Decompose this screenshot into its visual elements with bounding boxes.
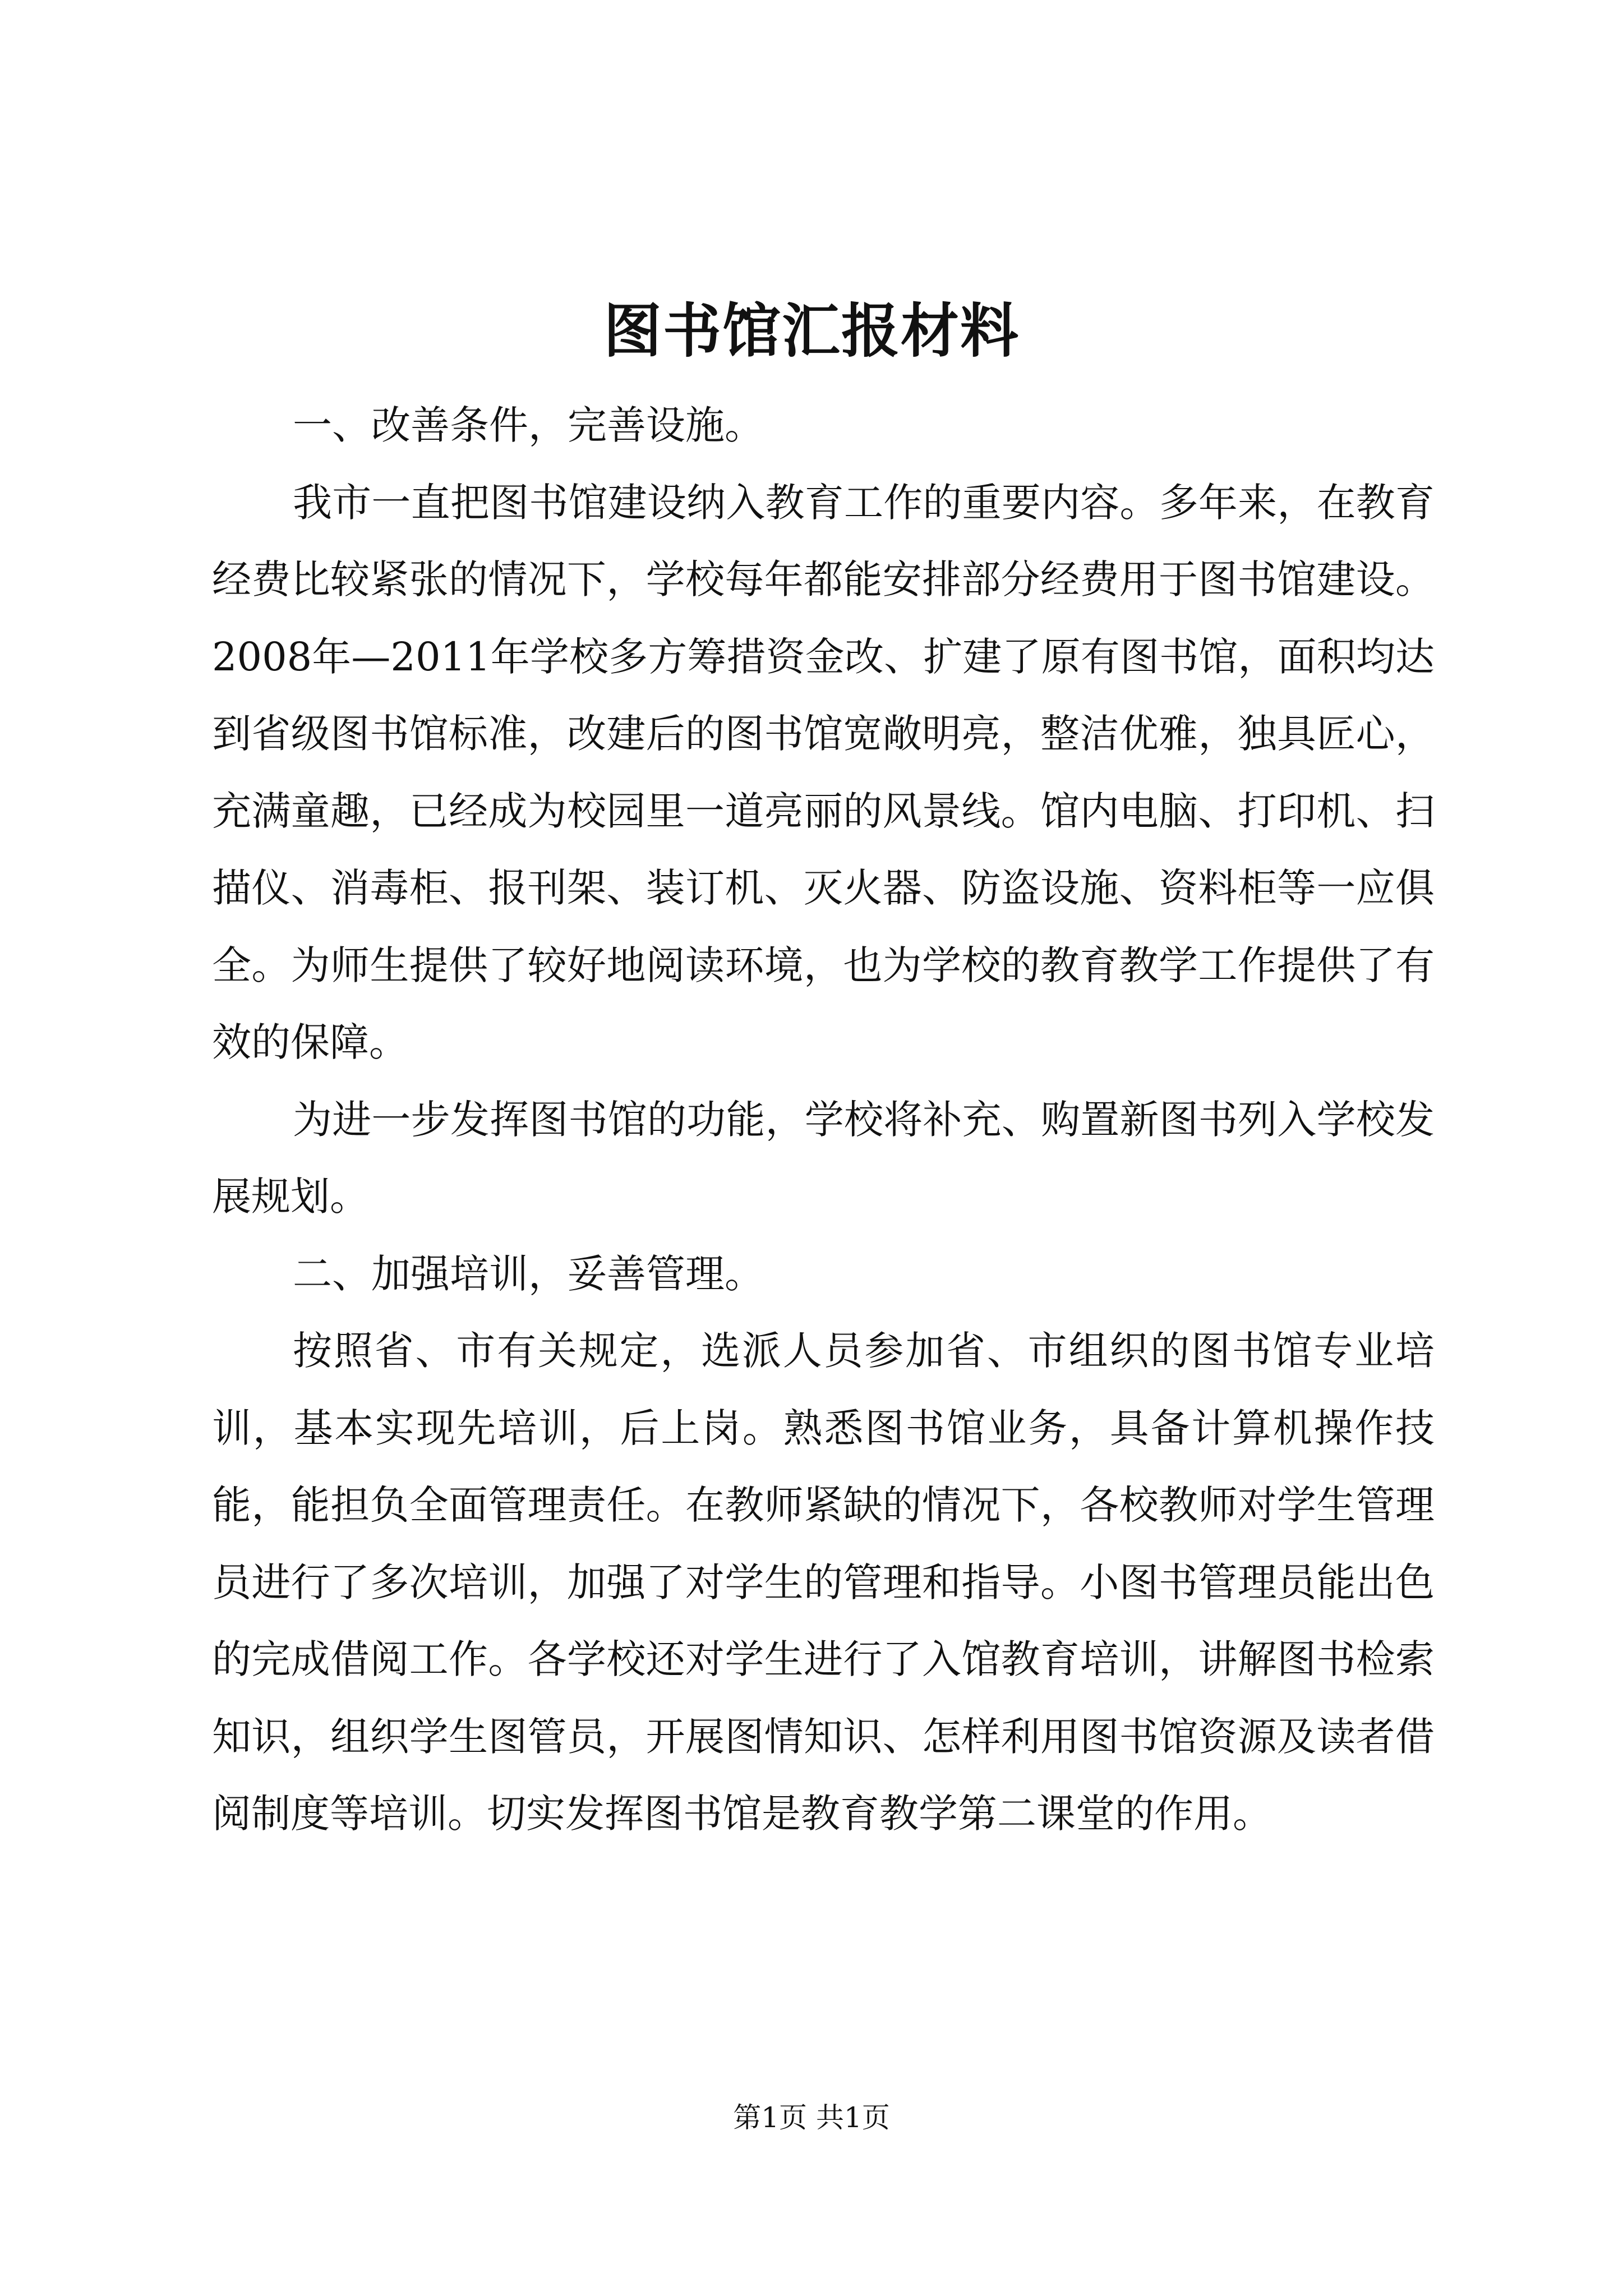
section-heading-1: 一、改善条件，完善设施。 [293, 402, 764, 448]
section-heading-2: 二、加强培训，妥善管理。 [293, 1250, 764, 1297]
paragraph-planning: 为进一步发挥图书馆的功能，学校将补充、购置新图书列入学校发展规划。 [212, 1096, 1435, 1220]
page-footer: 第1页 共1页 [733, 2101, 890, 2134]
paragraph-training: 按照省、市有关规定，选派人员参加省、市组织的图书馆专业培训，基本实现先培训，后上岗。熟悉图书馆业务，具备计算机操作技能，能担负全面管理责任。在教师紧缺的情况下，各校教师对学生管理员进行了多次培训，加强了对学生的管理和指导。小图书管理员能出色的完成借阅工作。各学校还对学生进行了入馆教育培训，讲解图书检索知识，组织学生图管员，开展图情知识、怎样利用图书馆资源及读者借阅制度等培训。切实发挥图书馆是教育教学第二课堂的作用。 [212, 1328, 1435, 1837]
document-body [212, 387, 1435, 1853]
document-title: 图书馆汇报材料 [603, 296, 1020, 365]
paragraph-facilities: 我市一直把图书馆建设纳入教育工作的重要内容。多年来，在教育经费比较紧张的情况下，学校每年都能安排部分经费用于图书馆建设。2008年—2011年学校多方筹措资金改、扩建了原有图书馆，面积均达到省级图书馆标准，改建后的图书馆宽敞明亮，整洁优雅，独具匠心，充满童趣，已经成为校园里一道亮丽的风景线。馆内电脑、打印机、扫描仪、消毒柜、报刊架、装订机、灭火器、防盗设施、资料柜等一应俱全。为师生提供了较好地阅读环境，也为学校的教育教学工作提供了有效的保障。 [212, 479, 1435, 1065]
